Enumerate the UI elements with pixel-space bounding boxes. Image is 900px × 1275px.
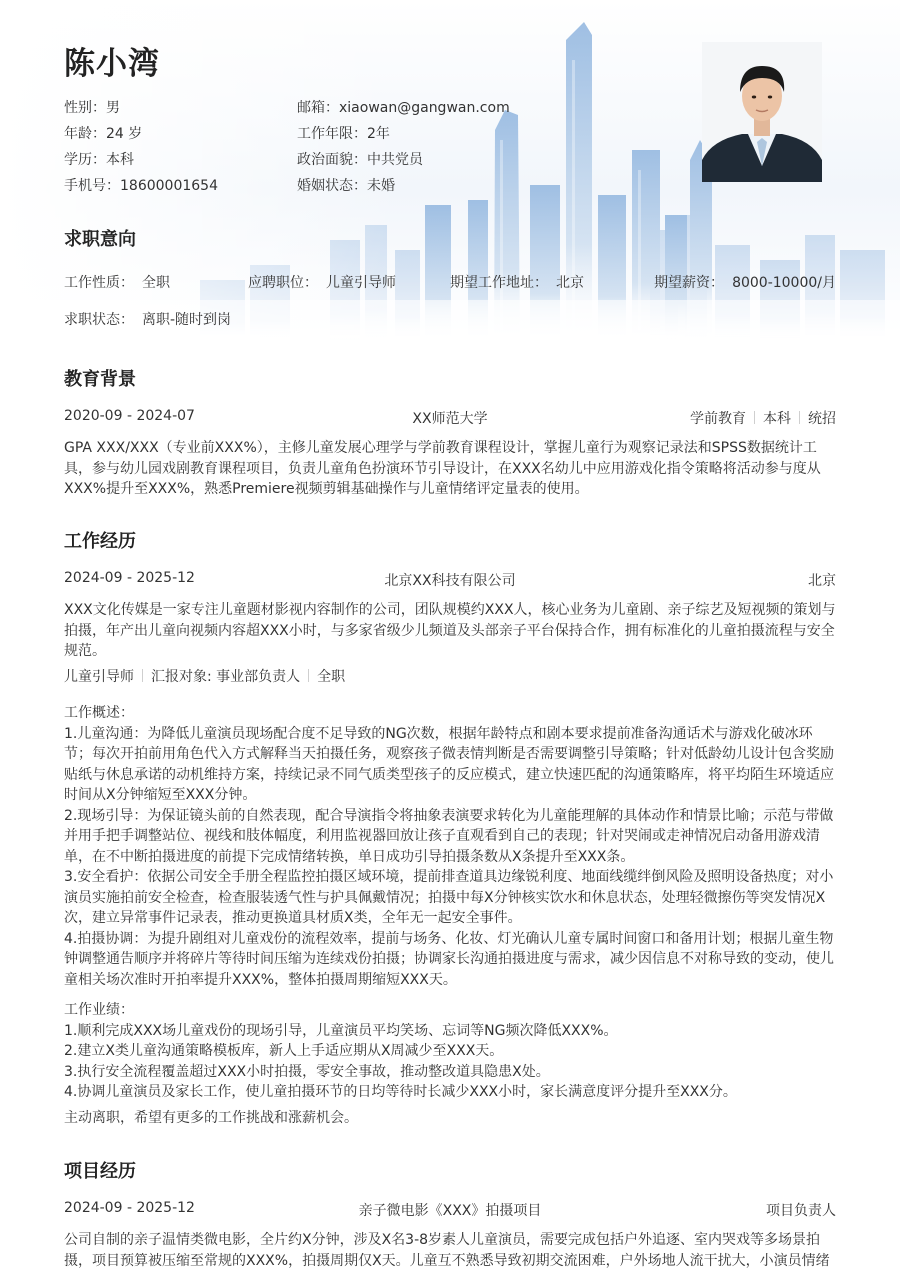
education-period: 2020-09 - 2024-07 [64, 408, 195, 424]
section-title-project: 项目经历 [64, 1161, 136, 1182]
education-mode: 统招 [808, 411, 836, 427]
email-field [297, 97, 530, 117]
age-field [64, 123, 297, 143]
divider [308, 669, 309, 682]
info-value: 本科 [106, 152, 134, 168]
info-value: 18600001654 [120, 178, 218, 194]
info-value: 中共党员 [367, 152, 423, 168]
info-label: 工作年限： [297, 126, 367, 142]
overview-item: 3.安全看护：依据公司安全手册全程监控拍摄区域环境，提前排查道具边缘锐利度、地面线缆绊倒风险及照明设备热度；对小演员实施拍前安全检查，检查服装透气性与护具佩戴情况；拍摄中每X分钟核实饮水和休息状态，处理轻微擦伤等突发情况X次，建立异常事件记录表，推动更换道具材质X类，全年无一起安全事件。 [64, 869, 834, 926]
intent-label: 期望薪资： [654, 275, 725, 291]
overview-item: 4.拍摄协调：为提升剧组对儿童戏份的流程效率，提前与场务、化妆、灯光确认儿童专属时间窗口和备用计划；根据儿童生物钟调整通告顺序并将碎片等待时间压缩为连续戏份拍摄；协调家长沟通拍摄进度与需求，减少因信息不对称导致的变动，使儿童相关场次准时开拍率提升XXX%，整体拍摄周期缩短XXX天。 [64, 930, 834, 988]
intent-salary [654, 272, 836, 292]
intent-value: 全职 [142, 275, 170, 291]
info-row [64, 172, 604, 198]
section-title-intent: 求职意向 [64, 229, 136, 250]
project-name: 亲子微电影《XXX》拍摄项目 [358, 1203, 542, 1219]
education-degree: 本科 [763, 411, 791, 427]
work-report-to: 汇报对象: 事业部负责人 [151, 669, 301, 685]
basic-info-grid [64, 94, 604, 198]
info-row [64, 120, 604, 146]
achievement-item: 4.协调儿童演员及家长工作，使儿童拍摄环节的日均等待时长减少XXX小时，家长满意度评分提升至XXX分。 [64, 1084, 737, 1100]
profile-photo [702, 42, 822, 182]
work-job-type: 全职 [317, 669, 346, 685]
project-period: 2024-09 - 2025-12 [64, 1200, 195, 1216]
work-role: 儿童引导师 [64, 669, 134, 685]
divider [754, 411, 755, 424]
education-description: GPA XXX/XXX（专业前XXX%），主修儿童发展心理学与学前教育课程设计，掌握儿童行为观察记录法和SPSS数据统计工具，参与幼儿园戏剧教育课程项目，负责儿童角色扮演环节引导设计，在XXX名幼儿中应用游戏化指令策略将活动参与度从XXX%提升至XXX%，熟悉Premiere视频剪辑基础操作与儿童情绪评定量表的使用。 [64, 440, 821, 497]
info-label: 年龄： [64, 126, 106, 142]
work-achievements [64, 1000, 836, 1103]
info-value: 男 [106, 100, 120, 116]
education-major: 学前教育 [690, 411, 746, 427]
info-row [64, 94, 604, 120]
marital-status-field [297, 175, 530, 195]
intent-value: 离职-随时到岗 [142, 312, 232, 328]
info-value: 未婚 [367, 178, 395, 194]
divider [142, 669, 143, 682]
intent-value: 儿童引导师 [326, 275, 396, 291]
work-period: 2024-09 - 2025-12 [64, 570, 195, 586]
project-role: 项目负责人 [766, 1203, 836, 1219]
section-title-work: 工作经历 [64, 531, 136, 552]
intent-label: 应聘职位： [248, 275, 318, 291]
leave-reason: 主动离职，希望有更多的工作挑战和涨薪机会。 [64, 1110, 358, 1126]
achievement-item: 1.顺利完成XXX场儿童戏份的现场引导，儿童演员平均笑场、忘词等NG频次降低XXX%。 [64, 1022, 618, 1039]
education-header-row [64, 408, 836, 428]
work-overview [64, 703, 836, 990]
divider [799, 411, 800, 424]
info-label: 婚姻状态： [297, 178, 367, 194]
section-title-education: 教育背景 [64, 369, 136, 390]
info-label: 学历： [64, 152, 106, 168]
political-status-field [297, 149, 530, 169]
gender-field [64, 97, 297, 117]
intent-status [64, 309, 231, 329]
intent-label: 期望工作地址： [450, 275, 548, 291]
project-header-row [64, 1200, 836, 1220]
info-value: 24 岁 [106, 126, 143, 142]
education-meta [690, 408, 836, 428]
achievement-item: 2.建立X类儿童沟通策略模板库，新人上手适应期从X周减少至XXX天。 [64, 1043, 504, 1059]
info-value: xiaowan@gangwan.com [339, 100, 510, 116]
candidate-name: 陈小湾 [64, 46, 160, 82]
overview-item: 1.儿童沟通：为降低儿童演员现场配合度不足导致的NG次数，根据年龄特点和剧本要求提前准备沟通话术与游戏化破冰环节；每次开拍前用角色代入方式解释当天拍摄任务，观察孩子微表情判断是否需要调整引导策略；针对低龄幼儿设计包含奖励贴纸与休息承诺的动机维持方案，持续记录不同气质类型孩子的反应模式，建立快速匹配的沟通策略库，将平均陌生环境适应时间从X分钟缩短至XXX分钟。 [64, 725, 834, 803]
achievements-title: 工作业绩： [64, 1002, 134, 1018]
intent-position [248, 272, 396, 292]
work-city: 北京 [808, 573, 836, 589]
intent-label: 工作性质： [64, 275, 134, 291]
intent-location [450, 272, 584, 292]
info-label: 手机号： [64, 178, 120, 194]
info-label: 政治面貌： [297, 152, 367, 168]
education-school: XX师范大学 [412, 411, 488, 427]
intent-job-type [64, 272, 170, 292]
info-value: 2年 [367, 126, 390, 142]
overview-item: 2.现场引导：为保证镜头前的自然表现，配合导演指令将抽象表演要求转化为儿童能理解的具体动作和情景比喻；示范与带做并用手把手调整站位、视线和肢体幅度，利用监视器回放让孩子直观看到自己的表现；针对哭闹或走神情况启动备用游戏清单，在不中断拍摄进度的前提下完成情绪转换，单日成功引导拍摄条数从X条提升至XXX条。 [64, 807, 834, 865]
education-level-field [64, 149, 297, 169]
info-label: 邮箱： [297, 100, 339, 116]
company-intro: XXX文化传媒是一家专注儿童题材影视内容制作的公司，团队规模约XXX人，核心业务为儿童剧、亲子综艺及短视频的策划与拍摄，年产出儿童向视频内容超XXX小时，与多家省级少儿频道及头部亲子平台保持合作，拥有标准化的儿童拍摄流程与安全规范。 [64, 602, 836, 659]
intent-value: 8000-10000/月 [732, 275, 836, 291]
overview-title: 工作概述： [64, 705, 134, 721]
info-label: 性别： [64, 100, 106, 116]
intent-value: 北京 [556, 275, 584, 291]
work-years-field [297, 123, 530, 143]
achievement-item: 3.执行安全流程覆盖超过XXX小时拍摄，零安全事故，推动整改道具隐患X处。 [64, 1063, 550, 1080]
phone-field [64, 175, 297, 195]
info-row [64, 146, 604, 172]
work-role-line [64, 667, 836, 688]
intent-label: 求职状态： [64, 312, 134, 328]
project-description: 公司自制的亲子温情类微电影，全片约X分钟，涉及X名3-8岁素人儿童演员，需要完成包括户外追逐、室内哭戏等多场景拍摄，项目预算被压缩至常规的XXX%，拍摄周期仅X天。儿童互不熟悉导致初期交流困难，户外场地人流干扰大，小演员情绪 [64, 1232, 830, 1269]
work-header-row [64, 570, 836, 590]
work-company: 北京XX科技有限公司 [384, 573, 516, 589]
portrait-image [702, 42, 822, 182]
